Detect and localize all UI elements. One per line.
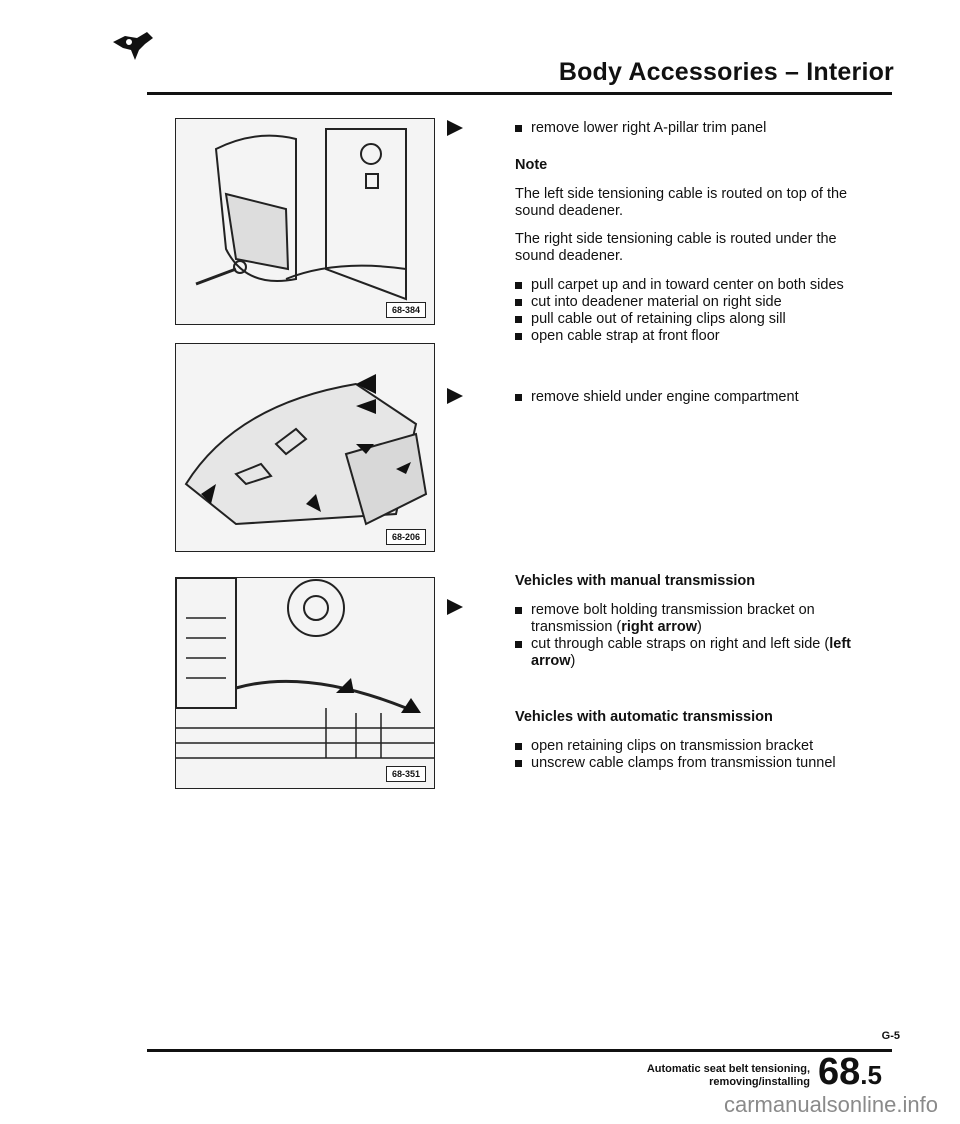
page-title: Body Accessories – Interior <box>558 58 894 86</box>
figure-label: 68-384 <box>386 302 426 318</box>
header-divider <box>147 92 892 95</box>
list-item: unscrew cable clamps from transmission tunnel <box>515 755 855 772</box>
pointer-arrow-icon <box>447 388 463 404</box>
note-paragraph: The right side tensioning cable is routed under the sound deadener. <box>515 231 837 264</box>
list-item: open retaining clips on transmission bracket <box>515 738 855 755</box>
figure-a-pillar-trim <box>175 118 435 325</box>
automatic-transmission-section <box>515 709 855 772</box>
list-item: remove bolt holding transmission bracket on transmission (right arrow) <box>515 602 855 636</box>
footer-caption: Automatic seat belt tensioning, removing/installing <box>646 1063 810 1088</box>
figure-engine-shield <box>175 343 435 552</box>
brand-logo-icon <box>95 20 175 70</box>
figure-label: 68-351 <box>386 766 426 782</box>
list-item: cut through cable straps on right and left side (left arrow) <box>515 636 855 670</box>
manual-transmission-section <box>515 573 855 670</box>
section-heading: Vehicles with automatic transmission <box>515 709 773 725</box>
footer-divider <box>147 1049 892 1052</box>
section-heading: Vehicles with manual transmission <box>515 573 756 589</box>
list-item: pull carpet up and in toward center on both sides <box>515 277 855 294</box>
instructions-block-1 <box>515 120 855 345</box>
list-item: open cable strap at front floor <box>515 328 855 345</box>
section-number: 68.5 <box>818 1051 882 1093</box>
pointer-arrow-icon <box>447 599 463 615</box>
note-paragraph: The left side tensioning cable is routed on top of the sound deadener. <box>515 186 848 219</box>
list-item: cut into deadener material on right side <box>515 294 855 311</box>
figure-label: 68-206 <box>386 529 426 545</box>
list-item: remove lower right A-pillar trim panel <box>515 120 855 137</box>
pointer-arrow-icon <box>447 120 463 136</box>
instructions-block-2 <box>515 389 855 406</box>
figure-transmission <box>175 577 435 789</box>
list-item: remove shield under engine compartment <box>515 389 855 406</box>
note-heading: Note <box>515 157 548 173</box>
list-item: pull cable out of retaining clips along sill <box>515 311 855 328</box>
watermark-text: carmanualsonline.info <box>723 1092 938 1117</box>
page-code: G-5 <box>881 1030 900 1042</box>
